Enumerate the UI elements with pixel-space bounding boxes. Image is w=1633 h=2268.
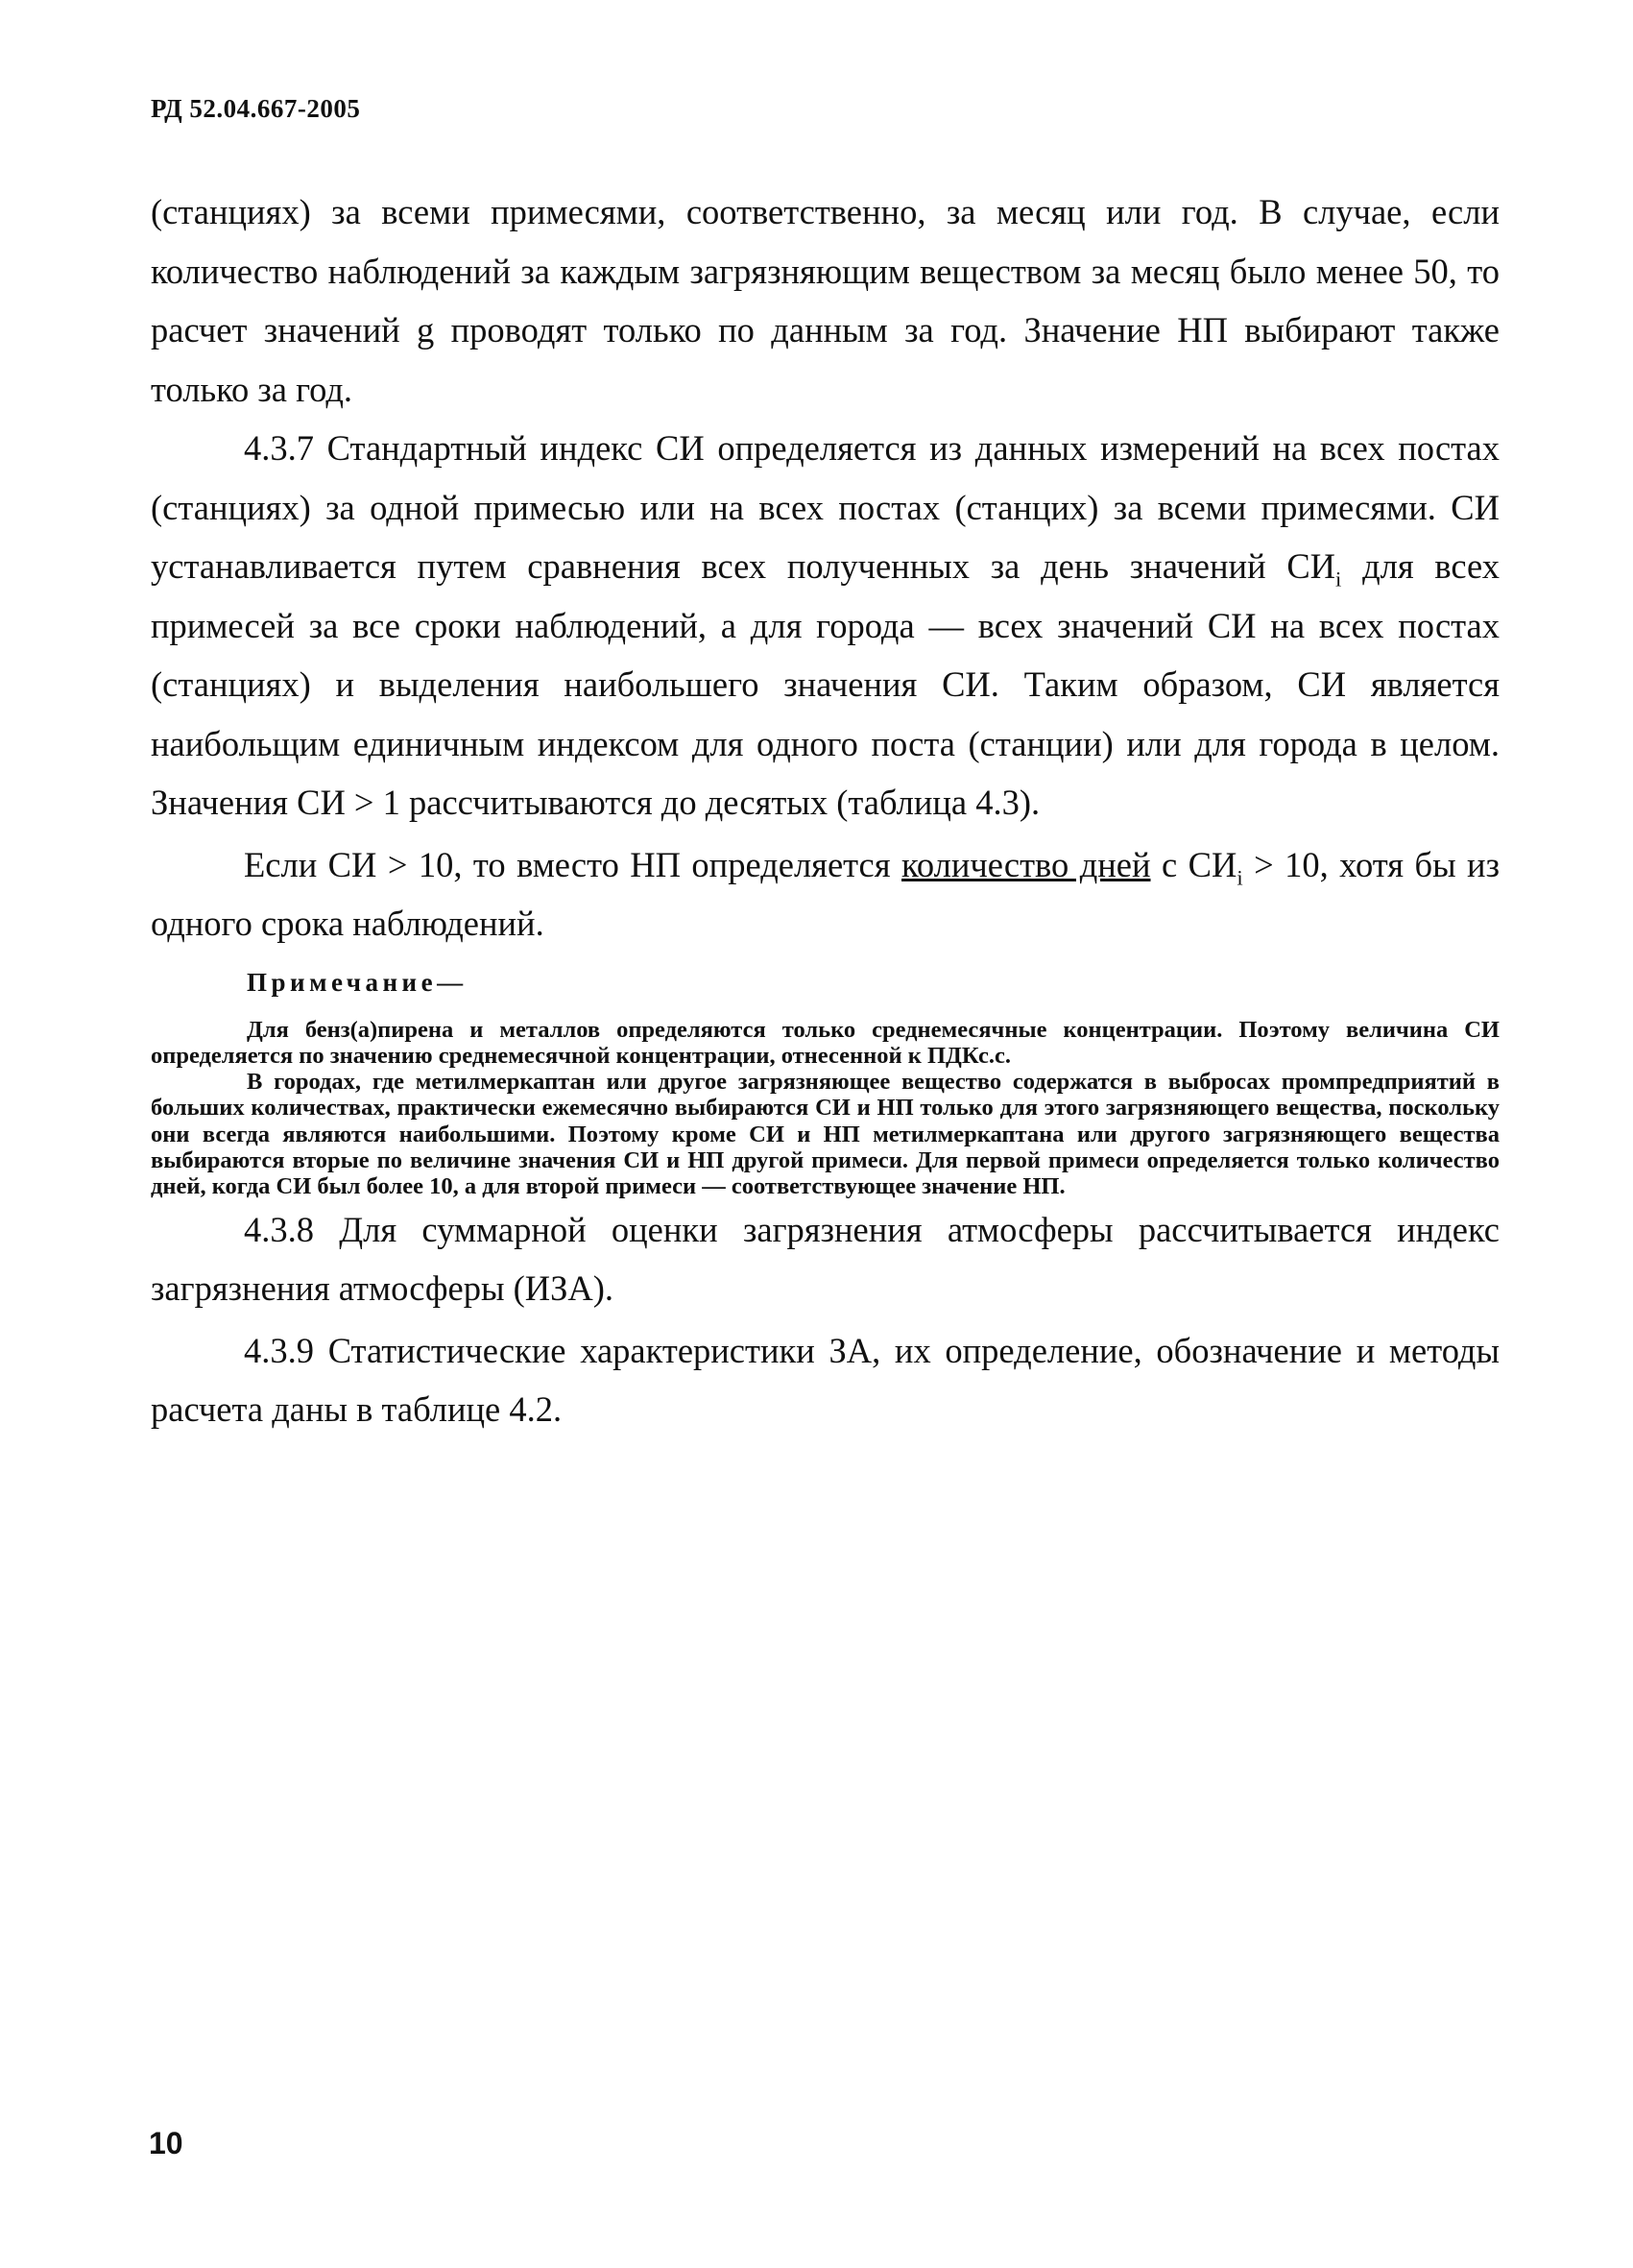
note-paragraph-2: В городах, где метилмеркаптан или другое загрязняющее вещество содержатся в выбросах промпредприятий в больших количествах, практически ежемесячно выбираются СИ и НП только для этого загрязняющего вещества, поскольку они всегда являются наибольшими. Поэтому кроме СИ и НП метилмеркаптана или другого загрязняющего вещества выбираются вторые по величине значения СИ и НП другой примеси. Для первой примеси определяется только количество дней, когда СИ был более 10, а для второй примеси — соответствующее значение НП.: [151, 1069, 1500, 1200]
paragraph-si-over-10: [151, 835, 1500, 953]
subscript-i: i: [1335, 567, 1342, 591]
underlined-phrase: количество дней: [901, 844, 1151, 884]
page-number: 10: [149, 2126, 183, 2160]
note-paragraph-1: Для бенз(а)пирена и металлов определяются только среднемесячные концентрации. Поэтому величина СИ определяется по значению среднемесячной концентрации, отнесенной к ПДКс.с.: [151, 1016, 1500, 1069]
document-code-header: РД 52.04.667-2005: [151, 94, 361, 123]
note-block: [151, 959, 1500, 1200]
paragraph-continuation: (станциях) за всеми примесями, соответственно, за месяц или год. В случае, если количество наблюдений за каждым загрязняющим веществом за месяц было менее 50, то расчет значений g проводят только по данным за год. Значение НП выбирают также только за год.: [151, 192, 1500, 409]
paragraph-4-3-7: [151, 419, 1500, 832]
note-label: Примечание—: [247, 967, 468, 997]
body-text: [151, 182, 1500, 1439]
paragraph-si-text-2: с СИ: [1150, 844, 1237, 884]
paragraph-si-text-1: Если СИ > 10, то вместо НП определяется: [244, 844, 901, 884]
paragraph-4-3-9: 4.3.9 Статистические характеристики ЗА, их определение, обозначение и методы расчета даны в таблице 4.2.: [151, 1330, 1500, 1430]
paragraph-4-3-7-text-2: для всех примесей за все сроки наблюдений, а для города — всех значений СИ на всех постах (станциях) и выделения наибольшего значения СИ. Таким образом, СИ является наибольщим единичным индексом для одного поста (станции) или для города в целом. Значения СИ > 1 рассчитываются до десятых (таблица 4.3).: [151, 546, 1500, 822]
paragraph-si-text-3: > 10, хотя бы из одного срока наблюдений.: [151, 844, 1500, 943]
subscript-i: i: [1237, 864, 1243, 889]
paragraph-4-3-7-text-1: 4.3.7 Стандартный индекс СИ определяется из данных измерений на всех постах (станциях) за одной примесью или на всех постах (станцих) за всеми примесями. СИ устанавливается путем сравнения всех полученных за день значений СИ: [151, 428, 1500, 586]
paragraph-4-3-8: 4.3.8 Для суммарной оценки загрязнения атмосферы рассчитывается индекс загрязнения атмосферы (ИЗА).: [151, 1209, 1500, 1309]
